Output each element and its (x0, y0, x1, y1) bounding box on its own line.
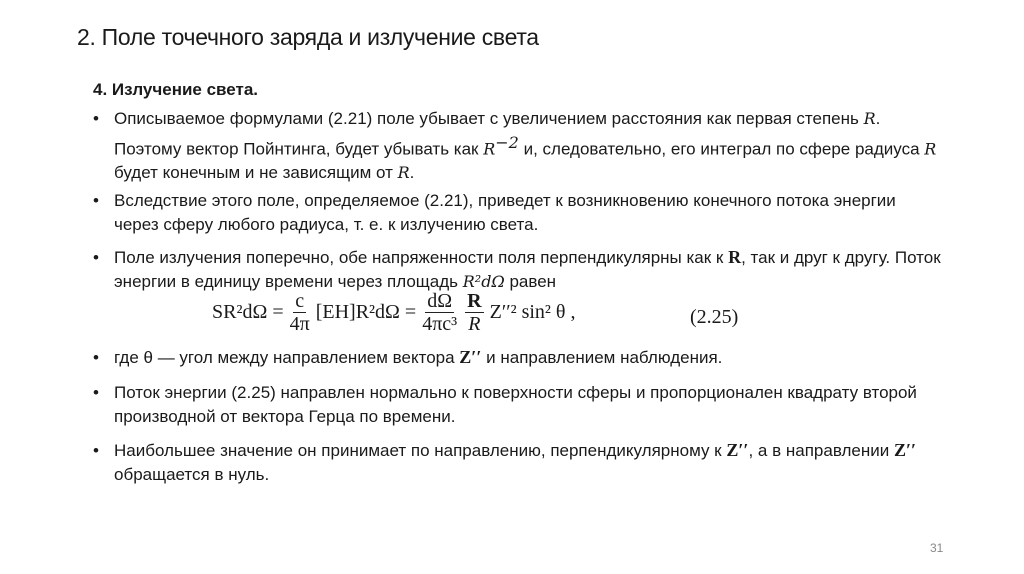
section-heading: 4. Излучение света. (93, 80, 259, 99)
bullet-2: • Вследствие этого поле, определяемое (2.21), приведет к возникновению конечного потока энергии через сферу любого радиуса, т. е. к излучению света. (93, 189, 944, 236)
equation-number: (2.25) (690, 306, 739, 328)
bullet-5: • Поток энергии (2.25) направлен нормально к поверхности сферы и пропорционален квадрату второй производной от вектора Герца по времени. (93, 381, 944, 428)
formula-2-25: SR²dΩ = $\frac{c}{4\pi}$ [EH]R²dΩ = $\frac{d\Omega}{\text{4πc³}}$ $\frac{R}{R}$ Z′′² sin² θ , (212, 290, 576, 335)
bullet-4: • где θ — угол между направлением вектора Z′′ и направлением наблюдения. (93, 346, 944, 370)
bullet-6: • Наибольшее значение он принимает по направлению, перпендикулярному к Z′′, а в направлении Z′′ обращается в нуль. (93, 439, 944, 486)
bullet-3: • Поле излучения поперечно, обе напряженности поля перпендикулярны как к R, так и друг к другу. Поток энергии в единицу времени через площадь R²dΩ равен (93, 246, 944, 293)
page-number: 31 (930, 541, 944, 555)
bullet-1: • Описываемое формулами (2.21) поле убывает с увеличением расстояния как первая степень R. Поэтому вектор Пойнтинга, будет убывать как $R^{-2}$ и, следовательно, его интеграл по сфере радиуса R будет конечным и не зависящим от R. (93, 107, 944, 184)
slide-title: 2. Поле точечного заряда и излучение света (77, 24, 539, 50)
